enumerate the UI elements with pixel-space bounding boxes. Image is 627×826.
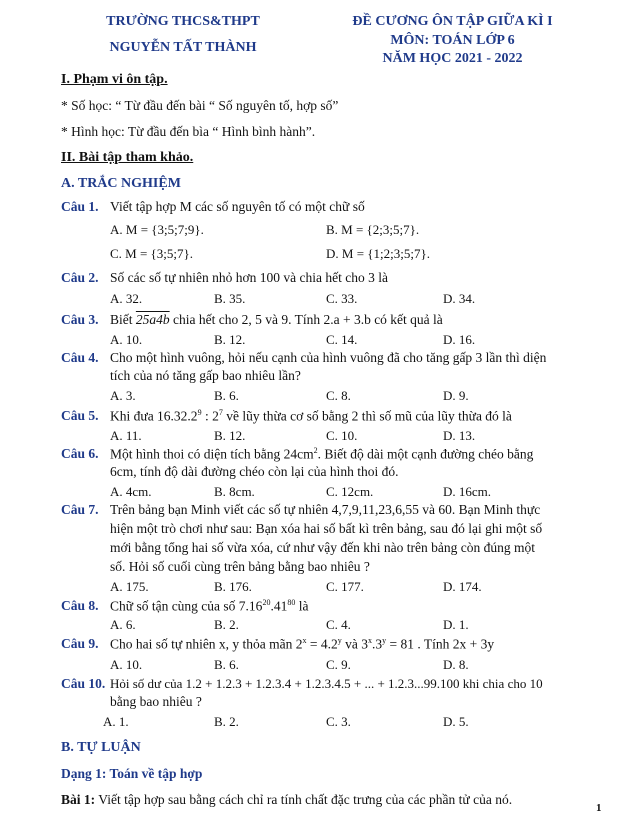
question-text: Biết 25a4b chia hết cho 2, 5 và 9. Tính 2.a + 3.b có kết quả là [110,312,443,327]
part-a-title: A. TRẮC NGHIỆM [61,176,181,191]
question-label: Câu 10. [61,676,106,691]
option-b: B. 2. [214,617,239,632]
question-text: Một hình thoi có diện tích bằng $24cm^2$. Biết độ dài một cạnh đường chéo bằng [110,446,534,462]
option-d: D. 174. [443,579,482,594]
question-label: Câu 2. [61,270,99,285]
question-label: Câu 6. [61,446,99,461]
question-text: Số các số tự nhiên nhỏ hơn 100 và chia hết cho 3 là [110,270,389,285]
option-d: D. 5. [443,714,469,729]
option-d: D. 8. [443,657,469,672]
option-d: D. 34. [443,291,476,306]
question-label: Câu 8. [61,598,99,613]
question-text: Khi đưa 16.32.2$^9$ : $2^7$ về lũy thừa cơ số bằng 2 thì số mũ của lũy thừa đó là [110,408,512,424]
overlined-number: 25a4b [135,312,170,327]
option-c: C. 12cm. [326,484,374,499]
question-label: Câu 9. [61,636,99,651]
option-c: C. 14. [326,332,358,347]
option-b: B. 2. [214,714,239,729]
question-text-cont: hiện một trò chơi như sau: Bạn xóa hai số bất kì trên bảng, sau đó lại ghi một số [110,521,543,536]
school-name-line1: TRƯỜNG THCS&THPT [106,14,260,29]
question-label: Câu 1. [61,199,99,214]
page-number: 1 [596,802,602,814]
option-a: A. 10. [110,332,143,347]
doc-title-line3: NĂM HỌC 2021 - 2022 [382,51,523,66]
question-text-cont: số. Hỏi số cuối cùng trên bảng bằng bao nhiêu ? [110,559,370,574]
option-c: C. 3. [326,714,351,729]
school-name-line2: NGUYỄN TẤT THÀNH [109,40,257,55]
question-text: Viết tập hợp M các số nguyên tố có một chữ số [110,199,365,214]
question-text: Cho hai số tự nhiên x, y thỏa mãn $2^x = 4.2^y$ và $3^x.3^y = 81$ . Tính 2x + 3y [110,636,495,652]
scope-geometry: * Hình học: Từ đầu đến bìa “ Hình bình hành”. [61,124,316,139]
option-a: A. 11. [110,428,142,443]
question-text-cont: 6cm, tính độ dài đường chéo còn lại của hình thoi đó. [110,464,399,479]
topic-title: Dạng 1: Toán về tập hợp [61,766,203,781]
exercise-1: Bài 1: Viết tập hợp sau bằng cách chỉ ra tính chất đặc trưng của các phần tử của nó. [61,792,513,807]
option-a: A. 3. [110,388,136,403]
question-text: Hỏi số dư của 1.2 + 1.2.3 + 1.2.3.4 + 1.2.3.4.5 + ... + 1.2.3...99.100 khi chia cho 10 [110,676,543,691]
option-c: C. 177. [326,579,364,594]
option-d: D. 13. [443,428,476,443]
option-d: D. M = {1;2;3;5;7}. [326,246,430,261]
option-b: B. 176. [214,579,252,594]
option-a: A. 6. [110,617,136,632]
option-a: A. 32. [110,291,143,306]
question-label: Câu 4. [61,350,99,365]
option-c: C. 33. [326,291,358,306]
question-text-cont: mới bằng tổng hai số vừa xóa, cứ như vậy đến khi nào trên bảng còn đúng một [110,540,536,555]
option-b: B. 6. [214,388,239,403]
option-b: B. 35. [214,291,246,306]
option-c: C. 10. [326,428,358,443]
option-c: C. 9. [326,657,351,672]
part-b-title: B. TỰ LUẬN [61,740,141,755]
option-c: C. 8. [326,388,351,403]
question-label: Câu 7. [61,502,99,517]
option-c: C. M = {3;5;7}. [110,246,194,261]
scope-arithmetic: * Số học: “ Từ đầu đến bài “ Số nguyên tố, hợp số” [61,98,339,113]
section-exercises-title: II. Bài tập tham khảo. [61,150,194,165]
question-label: Câu 3. [61,312,99,327]
option-d: D. 16. [443,332,476,347]
question-text: Trên bảng bạn Minh viết các số tự nhiên 4,7,9,11,23,6,55 và 60. Bạn Minh thực [110,502,541,517]
option-b: B. 12. [214,428,246,443]
option-a: A. 10. [110,657,143,672]
doc-title-line1: ĐỀ CƯƠNG ÔN TẬP GIỮA KÌ I [352,14,553,29]
question-text-cont: tích của nó tăng gấp bao nhiêu lần? [110,368,301,383]
option-a: A. 175. [110,579,149,594]
option-b: B. 8cm. [214,484,255,499]
question-label: Câu 5. [61,408,99,423]
option-b: B. M = {2;3;5;7}. [326,222,420,237]
option-a: A. M = {3;5;7;9}. [110,222,204,237]
question-text: Cho một hình vuông, hỏi nếu cạnh của hình vuông đã cho tăng gấp 3 lần thì diện [110,350,547,365]
option-d: D. 9. [443,388,469,403]
option-b: B. 6. [214,657,239,672]
doc-title-line2: MÔN: TOÁN LỚP 6 [390,33,515,48]
question-text-cont: bằng bao nhiêu ? [110,694,202,709]
exercise-label: Bài 1: [61,792,96,807]
question-text: Chữ số tận cùng của số $7.16^{20}.41^{80}$ là [110,598,309,614]
option-a: A. 1. [103,714,129,729]
option-c: C. 4. [326,617,351,632]
option-d: D. 1. [443,617,469,632]
option-a: A. 4cm. [110,484,152,499]
section-scope-title: I. Phạm vi ôn tập. [61,72,168,87]
option-d: D. 16cm. [443,484,492,499]
option-b: B. 12. [214,332,246,347]
